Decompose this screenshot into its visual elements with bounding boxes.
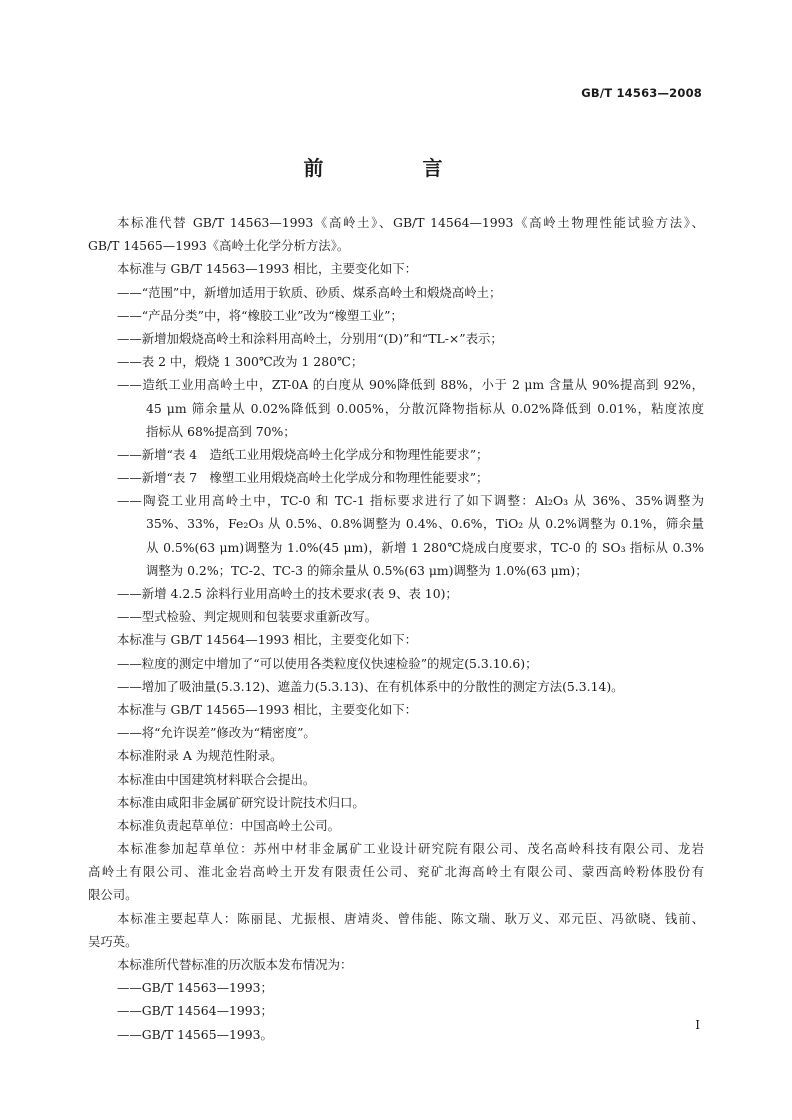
- text-line: ——陶瓷工业用高岭土中，TC-0 和 TC-1 指标要求进行了如下调整：Al₂O₃ 从 36%、35%调整为: [117, 493, 704, 509]
- text-line: ——将“允许误差”修改为“精密度”。: [117, 725, 316, 741]
- text-line: 35%、33%，Fe₂O₃ 从 0.5%、0.8%调整为 0.4%、0.6%，TiO₂ 从 0.2%调整为 0.1%，筛余量: [146, 516, 704, 532]
- text-line: ——新增加煅烧高岭土和涂料用高岭土，分别用“(D)”和“TL-×”表示；: [117, 330, 503, 346]
- text-line: 高岭土有限公司、淮北金岩高岭土开发有限责任公司、兖矿北海高岭土有限公司、蒙西高岭粉体股份有: [88, 864, 704, 880]
- text-line: ——粒度的测定中增加了“可以使用各类粒度仪快速检验”的规定(5.3.10.6)；: [117, 655, 538, 671]
- text-line: ——新增“表 4 造纸工业用煅烧高岭土化学成分和物理性能要求”；: [117, 446, 489, 462]
- text-line: 调整为 0.2%；TC-2、TC-3 的筛余量从 0.5%(63 μm)调整为 1.0%(63 μm)；: [146, 562, 588, 578]
- text-line: ——新增 4.2.5 涂料行业用高岭土的技术要求(表 9、表 10)；: [117, 586, 458, 601]
- text-line: GB/T 14565—1993《高岭土化学分析方法》。: [88, 238, 350, 254]
- text-line: 本标准由中国建筑材料联合会提出。: [117, 771, 316, 787]
- text-line: 指标从 68%提高到 70%；: [146, 423, 296, 439]
- text-line: ——表 2 中，煅烧 1 300℃改为 1 280℃；: [117, 354, 364, 370]
- text-line: 本标准与 GB/T 14565—1993 相比，主要变化如下：: [117, 701, 418, 717]
- text-line: 本标准附录 A 为规范性附录。: [117, 748, 283, 764]
- text-line: 本标准所代替标准的历次版本发布情况为：: [117, 957, 353, 972]
- text-line: 本标准代替 GB/T 14563—1993《高岭土》、GB/T 14564—1993《高岭土物理性能试验方法》、: [117, 215, 704, 230]
- page-title: 前 言: [303, 156, 489, 180]
- text-line: 限公司。: [88, 887, 138, 903]
- text-line: 从 0.5%(63 μm)调整为 1.0%(45 μm)，新增 1 280℃烧成白度要求，TC-0 的 SO₃ 指标从 0.3%: [146, 539, 704, 555]
- text-line: 45 μm 筛余量从 0.02%降低到 0.005%，分散沉降物指标从 0.02%降低到 0.01%，粘度浓度: [146, 400, 704, 416]
- text-line: 吴巧英。: [88, 933, 138, 949]
- text-line: ——新增“表 7 橡塑工业用煅烧高岭土化学成分和物理性能要求”；: [117, 470, 489, 486]
- text-line: ——GB/T 14563—1993；: [117, 980, 273, 996]
- text-line: ——GB/T 14564—1993；: [117, 1003, 273, 1019]
- standard-code: GB/T 14563—2008: [581, 86, 702, 100]
- text-line: 本标准负责起草单位：中国高岭土公司。: [117, 817, 341, 833]
- text-line: ——“范围”中，新增加适用于软质、砂质、煤系高岭土和煅烧高岭土；: [117, 284, 502, 300]
- text-line: ——GB/T 14565—1993。: [117, 1026, 273, 1042]
- foreword-body: [88, 211, 704, 1046]
- page-number: I: [695, 1018, 700, 1032]
- text-line: 本标准与 GB/T 14563—1993 相比，主要变化如下：: [117, 261, 418, 277]
- text-line: 本标准参加起草单位：苏州中材非金属矿工业设计研究院有限公司、茂名高岭科技有限公司、龙岩: [117, 841, 704, 857]
- text-line: ——增加了吸油量(5.3.12)、遮盖力(5.3.13)、在有机体系中的分散性的测定方法(5.3.14)。: [117, 678, 624, 694]
- text-line: ——造纸工业用高岭土中，ZT-0A 的白度从 90%降低到 88%，小于 2 μm 含量从 90%提高到 92%，: [117, 377, 704, 393]
- text-line: 本标准主要起草人：陈丽昆、尤振根、唐靖炎、曾伟能、陈文瑞、耿万义、邓元臣、冯欲晓、钱前、: [117, 910, 704, 926]
- text-line: ——型式检验、判定规则和包装要求重新改写。: [117, 609, 378, 625]
- text-line: ——“产品分类”中，将“橡胶工业”改为“橡塑工业”；: [117, 307, 403, 323]
- text-line: 本标准与 GB/T 14564—1993 相比，主要变化如下：: [117, 632, 418, 648]
- text-line: 本标准由咸阳非金属矿研究设计院技术归口。: [117, 794, 365, 810]
